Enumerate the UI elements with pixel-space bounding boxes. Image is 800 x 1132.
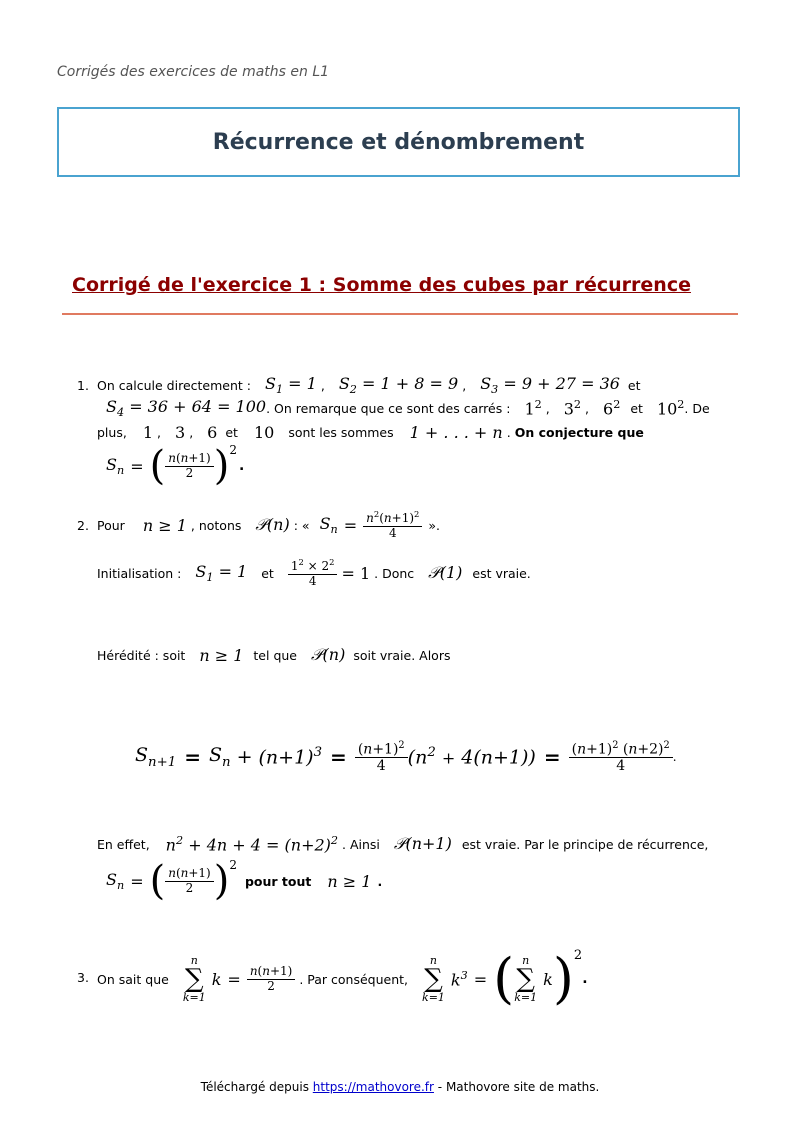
page-title: Récurrence et dénombrement [212,129,585,155]
mathovore-link[interactable]: https://mathovore.fr [312,1080,434,1094]
document-kicker: Corrigés des exercices de maths en L1 [57,64,330,80]
footer: Téléchargé depuis https://mathovore.fr - Mathovore site de maths. [200,1080,600,1094]
item-1-line-2: $S_4 = 36 + 64 = 100$ . On remarque que ce sont des carrés : $1^2$ , $3^2$ , $6^2$ et $10^2$ . De [106,396,710,420]
item-1-line-1: On calcule directement : $S_1 = 1$ , $S_2 = 1 + 8 = 9$ , $S_3 = 9 + 27 = 36$ et [97,373,641,397]
formula-6-squared: $6^2$ [603,397,621,419]
item-2-en-effet: En effet, $n^2 + 4n + 4 = (n+2)^2$ . Ainsi 𝒫(n+1) est vraie. Par le principe de récurrence, [97,833,709,855]
item-1-line-3: plus, 1 , 3 , 6 et 10 sont les sommes 1 + . . . + n . On conjecture que [97,422,644,442]
formula-heredity-display: $S_{n+1}$ = $S_n$ + $(n+1)^3$ = $\frac{(n+1)^2}{4}$ $(n^2 + 4(n+1))$ = $\frac{(n+1)^2 (n+2)^2}{4}$ . [135,739,677,775]
item-2-line-1: Pour n ≥ 1 , notons 𝒫(n) : « $S_n$ = $\frac{n^2(n+1)^2}{4}$ ». [97,508,440,540]
formula-s2: $S_2 = 1 + 8 = 9$ [338,373,459,397]
formula-conclusion: $S_n$ = ( $\frac{n(n+1)}{2}$ ) 2 pour tout n ≥ 1 . [106,858,383,904]
formula-n-geq-1: n ≥ 1 [142,515,187,535]
section-title: Corrigé de l'exercice 1 : Somme des cubes par récurrence [72,274,691,296]
formula-3-squared: $3^2$ [563,397,582,419]
formula-sum-k-cubed: n ∑ k=1 [422,954,445,1004]
item-number-1: 1. [77,378,89,393]
formula-s4: $S_4 = 36 + 64 = 100$ [106,396,267,420]
item-number-3: 3. [77,970,89,985]
item-number-2: 2. [77,518,89,533]
item-3-line: On sait que n ∑ k=1 k = $\frac{n(n+1)}{2}$ . Par conséquent, n ∑ k=1 $k^3$ = ( n ∑ k=1 k ) 2 . [97,947,588,1010]
item-2-initialisation: Initialisation : $S_1 = 1$ et $\frac{1^2 \times 2^2}{4}$ = 1 . Donc 𝒫(1) est vraie. [97,556,531,588]
formula-s3: $S_3 = 9 + 27 = 36$ [480,373,620,397]
title-box [57,107,740,177]
formula-10-squared: $10^2$ [656,397,685,419]
formula-s1: $S_1 = 1$ [264,373,317,397]
formula-sum-k: n ∑ k=1 [182,954,206,1004]
item-2-heredite: Hérédité : soit n ≥ 1 tel que 𝒫(n) soit vraie. Alors [97,645,451,665]
formula-square-identity: $n^2 + 4n + 4 = (n+2)^2$ [165,833,339,855]
section-divider [62,313,738,315]
formula-1-squared: $1^2$ [524,397,542,419]
formula-sn-quarter: $S_n$ [319,513,338,537]
formula-P-n: 𝒫(n) [255,515,290,534]
formula-conjecture: $S_n$ = ( $\frac{n(n+1)}{2}$ ) 2 . [106,443,245,489]
formula-sum-1-to-n: 1 + . . . + n [409,422,503,442]
